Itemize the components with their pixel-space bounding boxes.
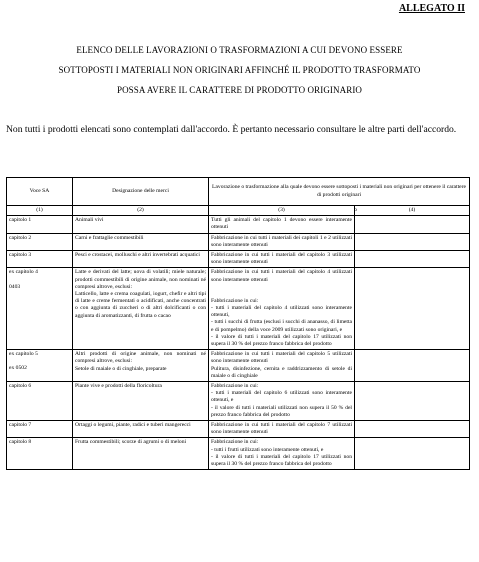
- processing-cell: [209, 268, 355, 350]
- processing-item: - il valore di tutti i materiali utilizzati non supera il 50 % del prezzo franco fabbrica del prodotto: [211, 404, 352, 418]
- description-cell: [73, 268, 209, 350]
- alternative-cell: [355, 438, 470, 470]
- alternative-cell: [355, 421, 470, 438]
- hs-code-cell: capitolo 1: [7, 216, 73, 233]
- spacer: [211, 284, 352, 291]
- col-number-or: o: [354, 207, 357, 213]
- description-cell: Piante vive e prodotti della floricoltura: [73, 382, 209, 421]
- col-number-4: (4): [355, 206, 470, 216]
- table-number-row: [7, 206, 470, 216]
- processing-intro: Fabbricazione in cui:: [211, 383, 259, 390]
- hs-code-cell: capitolo 8: [7, 438, 73, 470]
- header-hs-code: Voce SA: [7, 178, 73, 206]
- hs-code-cell: [7, 268, 73, 350]
- alternative-cell: [355, 251, 470, 268]
- document-title: [0, 40, 479, 100]
- spacer: [9, 277, 70, 284]
- processing-main: Fabbricazione in cui tutti i materiali del capitolo 5 utilizzati sono interamente ottenuti: [211, 351, 352, 365]
- rules-table: [6, 177, 470, 470]
- processing-item: - il valore di tutti i materiali del capitolo 17 utilizzati non supera il 30 % del prezzo franco fabbrica del prodotto: [211, 453, 352, 468]
- processing-sub: Pulitura, disinfezione, cernita e raddrizzamento di setole di maiale o di cinghiale: [211, 365, 352, 379]
- intro-paragraph: Non tutti i prodotti elencati sono contemplati dall'accordo. È pertanto necessario consultare le altre parti dell'accordo.: [6, 124, 457, 135]
- table-row: [7, 382, 470, 421]
- hs-code-sub: 0403: [9, 283, 21, 290]
- header-description: Designazione delle merci: [73, 178, 209, 206]
- description-cell: Animali vivi: [73, 216, 209, 233]
- processing-item: - tutti i frutti utilizzati sono interamente ottenuti, e: [211, 446, 324, 453]
- processing-cell: [209, 350, 355, 382]
- hs-code-sub: ex 0502: [9, 365, 27, 372]
- description-main: Latte e derivati del latte; uova di volatili; miele naturale; prodotti commestibili di origine animale, non nominati né compresi altrove, esclusi:: [75, 269, 206, 290]
- header-processing: Lavorazione o trasformazione alla quale devono essere sottoposti i materiali non originari per ottenere il carattere di prodotti originari: [209, 178, 470, 206]
- table-row: [7, 268, 470, 350]
- alternative-cell: [355, 216, 470, 233]
- table-row: [7, 421, 470, 438]
- description-cell: Frutta commestibili; scorze di agrumi o di meloni: [73, 438, 209, 470]
- table-row: [7, 216, 470, 233]
- processing-main: Fabbricazione in cui tutti i materiali del capitolo 4 utilizzati sono interamente ottenuti: [211, 269, 352, 283]
- processing-cell: Fabbricazione in cui tutti i materiali del capitolo 7 utilizzati sono interamente ottenuti: [209, 421, 355, 438]
- table-header-row: [7, 178, 470, 206]
- description-cell: [73, 350, 209, 382]
- alternative-cell: [355, 350, 470, 382]
- hs-code-cell: capitolo 3: [7, 251, 73, 268]
- spacer: [211, 291, 352, 298]
- processing-sub-item: - il valore di tutti i materiali del capitolo 17 utilizzati non supera il 30 % del prezzo franco fabbrica del prodotto: [211, 333, 352, 348]
- alternative-cell: [355, 382, 470, 421]
- alternative-cell: [355, 233, 470, 250]
- table-row: [7, 251, 470, 268]
- processing-cell: [209, 382, 355, 421]
- hs-code-cell: [7, 350, 73, 382]
- description-cell: Pesci e crostacei, molluschi e altri invertebrati acquatici: [73, 251, 209, 268]
- annex-label: ALLEGATO II: [398, 3, 465, 14]
- hs-code-cell: capitolo 2: [7, 233, 73, 250]
- description-sub: Setole di maiale o di cinghiale, preparate: [75, 365, 167, 372]
- col-number-3-label: (3): [278, 207, 285, 213]
- table-row: [7, 233, 470, 250]
- processing-item: - tutti i materiali del capitolo 6 utilizzati sono interamente ottenuti, e: [211, 390, 352, 404]
- description-sub: Latticello, latte e crema coagulati, iogurt, chefir e altri tipi di latte e creme fermentati o acidificati, anche concentrati o con aggiunta di zuccheri o di altri dolcificanti o con aggiunta di aromatizzanti, di frutta o cacao: [75, 291, 206, 319]
- processing-sub-item: - tutti i succhi di frutta (esclusi i succhi di ananasso, di limetta e di pompelmo) della voce 2009 utilizzati sono originari, e: [211, 319, 352, 333]
- col-number-2: (2): [73, 206, 209, 216]
- description-cell: Carni e frattaglie commestibili: [73, 233, 209, 250]
- title-line-2: SOTTOPOSTI I MATERIALI NON ORIGINARI AFFINCHÉ IL PRODOTTO TRASFORMATO: [58, 65, 421, 75]
- alternative-cell: [355, 268, 470, 350]
- col-number-3: [209, 206, 355, 216]
- hs-code-cell: capitolo 6: [7, 382, 73, 421]
- description-main: Altri prodotti di origine animale, non nominati né compresi altrove, esclusi:: [75, 351, 206, 365]
- hs-code-cell: capitolo 7: [7, 421, 73, 438]
- processing-cell: Fabbricazione in cui tutti i materiali dei capitoli 1 e 2 utilizzati sono interamente ottenuti: [209, 233, 355, 250]
- processing-sub-item: - tutti i materiali del capitolo 4 utilizzati sono interamente ottenuti,: [211, 305, 352, 319]
- title-line-1: ELENCO DELLE LAVORAZIONI O TRASFORMAZIONI A CUI DEVONO ESSERE: [76, 45, 403, 55]
- col-number-1: (1): [7, 206, 73, 216]
- processing-sub-intro: Fabbricazione in cui:: [211, 297, 259, 304]
- description-cell: Ortaggi o legumi, piante, radici e tuberi mangerecci: [73, 421, 209, 438]
- spacer: [9, 358, 70, 365]
- table-row: [7, 350, 470, 382]
- processing-cell: Fabbricazione in cui tutti i materiali del capitolo 3 utilizzati sono interamente ottenuti: [209, 251, 355, 268]
- processing-cell: Tutti gli animali del capitolo 1 devono essere interamente ottenuti: [209, 216, 355, 233]
- hs-code-main: ex capitolo 4: [9, 269, 38, 276]
- processing-cell: [209, 438, 355, 470]
- table-row: [7, 438, 470, 470]
- processing-intro: Fabbricazione in cui:: [211, 439, 259, 446]
- title-line-3: POSSA AVERE IL CARATTERE DI PRODOTTO ORIGINARIO: [116, 85, 363, 95]
- hs-code-main: ex capitolo 5: [9, 351, 38, 358]
